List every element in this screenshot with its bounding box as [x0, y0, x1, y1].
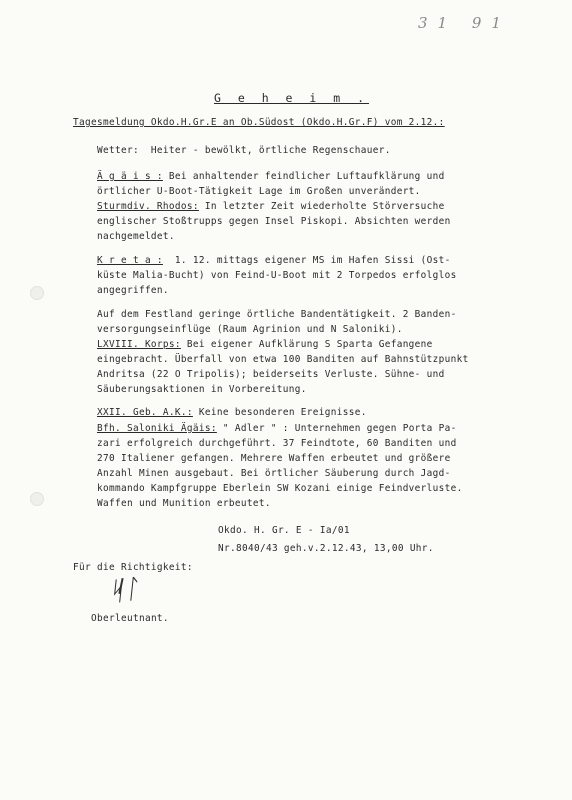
punch-hole	[30, 492, 44, 506]
section-label: Ä g ä i s :	[96, 171, 163, 182]
line-text: Wetter: Heiter - bewölkt, örtliche Regenschauer.	[96, 145, 391, 156]
section-label: Sturmdiv. Rhodos:	[96, 201, 199, 212]
section-label: Bfh. Saloniki Ägäis:	[96, 423, 217, 434]
punch-hole	[30, 286, 44, 300]
line-text: Bei anhaltender feindlicher Luftaufklärung und	[162, 171, 445, 182]
report-heading: Tagesmeldung Okdo.H.Gr.E an Ob.Südost (Okdo.H.Gr.F) vom 2.12.:	[73, 117, 445, 128]
document-title: G e h e i m .	[214, 91, 370, 105]
line-text: Keine besonderen Ereignisse.	[192, 407, 367, 418]
line-text: 1. 12. mittags eigener MS im Hafen Sissi (Ost-	[162, 255, 451, 266]
line-text: eingebracht. Überfall von etwa 100 Banditen auf Bahnstützpunkt	[96, 354, 469, 365]
line-text: englischer Stoßtrupps gegen Insel Piskopi. Absichten werden	[96, 216, 451, 227]
line-text: versorgungseinflüge (Raum Agrinion und N Saloniki).	[96, 324, 403, 335]
certification-line: Für die Richtigkeit:	[73, 562, 193, 573]
line-text: küste Malia-Bucht) von Feind-U-Boot mit 2 Torpedos erfolglos	[96, 270, 457, 281]
line-text: Andritsa (22 O Tripolis); beiderseits Verluste. Sühne- und	[96, 369, 445, 380]
line-text: Säuberungsaktionen in Vorbereitung.	[96, 384, 307, 395]
line-text: Bei eigener Aufklärung S Sparta Gefangene	[180, 339, 433, 350]
section-label: LXVIII. Korps:	[96, 339, 181, 350]
line-text: zari erfolgreich durchgeführt. 37 Feindtote, 60 Banditen und	[96, 438, 457, 449]
line-text: Waffen und Munition erbeutet.	[96, 498, 271, 509]
line-text: In letzter Zeit wiederholte Störversuche	[198, 201, 445, 212]
line-text: kommando Kampfgruppe Eberlein SW Kozani einige Feindverluste.	[96, 483, 463, 494]
section-label: K r e t a :	[96, 255, 163, 266]
section-label: XXII. Geb. A.K.:	[96, 407, 193, 418]
line-text: örtlicher U-Boot-Tätigkeit Lage im Großen unverändert.	[96, 186, 421, 197]
line-text: nachgemeldet.	[96, 231, 175, 242]
line-text: " Adler " : Unternehmen gegen Porta Pa-	[216, 423, 457, 434]
line-text: angegriffen.	[96, 285, 169, 296]
line-text: 270 Italiener gefangen. Mehrere Waffen erbeutet und größere	[96, 453, 451, 464]
reference-number: Nr.8040/43 geh.v.2.12.43, 13,00 Uhr.	[218, 543, 434, 554]
line-text: Anzahl Minen ausgebaut. Bei örtlicher Säuberung durch Jagd-	[96, 468, 451, 479]
handwritten-page-number: 31 91	[418, 14, 511, 32]
handwritten-signature: ᛋᛚ	[106, 573, 142, 609]
line-text: Auf dem Festland geringe örtliche Bandentätigkeit. 2 Banden-	[96, 309, 457, 320]
report-line	[73, 483, 271, 525]
office-designation: Okdo. H. Gr. E - Ia/01	[218, 525, 350, 536]
signatory-rank: Oberleutnant.	[91, 613, 169, 624]
